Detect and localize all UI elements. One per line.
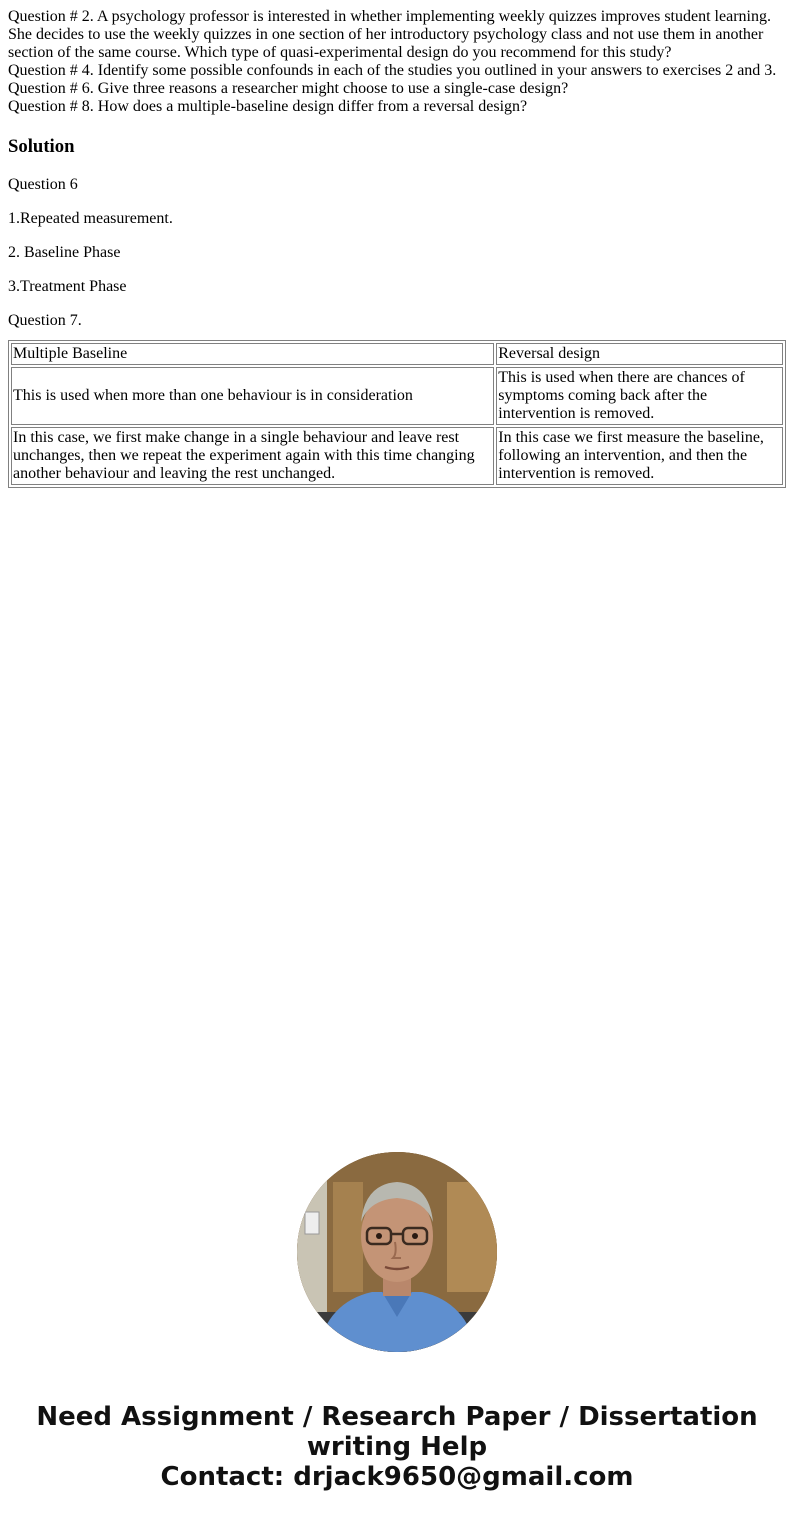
answer-item: 3.Treatment Phase — [8, 278, 127, 295]
table-cell: In this case, we first make change in a single behaviour and leave rest unchanges, then we repeat the experiment again with this time changing another behaviour and leaving the rest unchanged. — [11, 427, 494, 485]
table-row — [11, 427, 783, 485]
table-cell: This is used when more than one behaviour is in consideration — [11, 367, 494, 425]
question-8: Question # 8. How does a multiple-baseline design differ from a reversal design? — [8, 98, 528, 115]
question-6-label: Question 6 — [8, 176, 78, 193]
promo-line: writing Help — [306, 1432, 488, 1462]
answer-item: 2. Baseline Phase — [8, 244, 121, 261]
promo-banner — [0, 1152, 794, 1492]
table-cell: This is used when there are chances of symptoms coming back after the intervention is removed. — [496, 367, 783, 425]
table-header-cell: Reversal design — [496, 343, 783, 365]
table-cell: In this case we first measure the baseline, following an intervention, and then the intervention is removed. — [496, 427, 783, 485]
avatar-portrait — [297, 1152, 497, 1352]
solution-heading: Solution — [8, 136, 75, 157]
answer-item: 1.Repeated measurement. — [8, 210, 173, 227]
table-row — [11, 367, 783, 425]
question-2: Question # 2. A psychology professor is interested in whether implementing weekly quizzes improves student learning. She decides to use the weekly quizzes in one section of her introductory psychology class and not use them in another section of the same course. Which type of quasi-experimental design do you recommend for this study? — [8, 8, 771, 61]
question-7-label: Question 7. — [8, 312, 82, 329]
comparison-table — [8, 340, 786, 488]
promo-line: Need Assignment / Research Paper / Dissertation — [36, 1402, 758, 1432]
question-6: Question # 6. Give three reasons a researcher might choose to use a single-case design? — [8, 80, 569, 97]
table-header-cell: Multiple Baseline — [11, 343, 494, 365]
table-row — [11, 343, 783, 365]
answers-block — [8, 176, 786, 330]
promo-contact: Contact: drjack9650@gmail.com — [160, 1462, 634, 1492]
promo-text — [0, 1402, 794, 1492]
question-4: Question # 4. Identify some possible confounds in each of the studies you outlined in your answers to exercises 2 and 3. — [8, 62, 777, 79]
avatar — [297, 1152, 497, 1352]
document-body — [8, 8, 786, 488]
questions-block — [8, 8, 786, 116]
